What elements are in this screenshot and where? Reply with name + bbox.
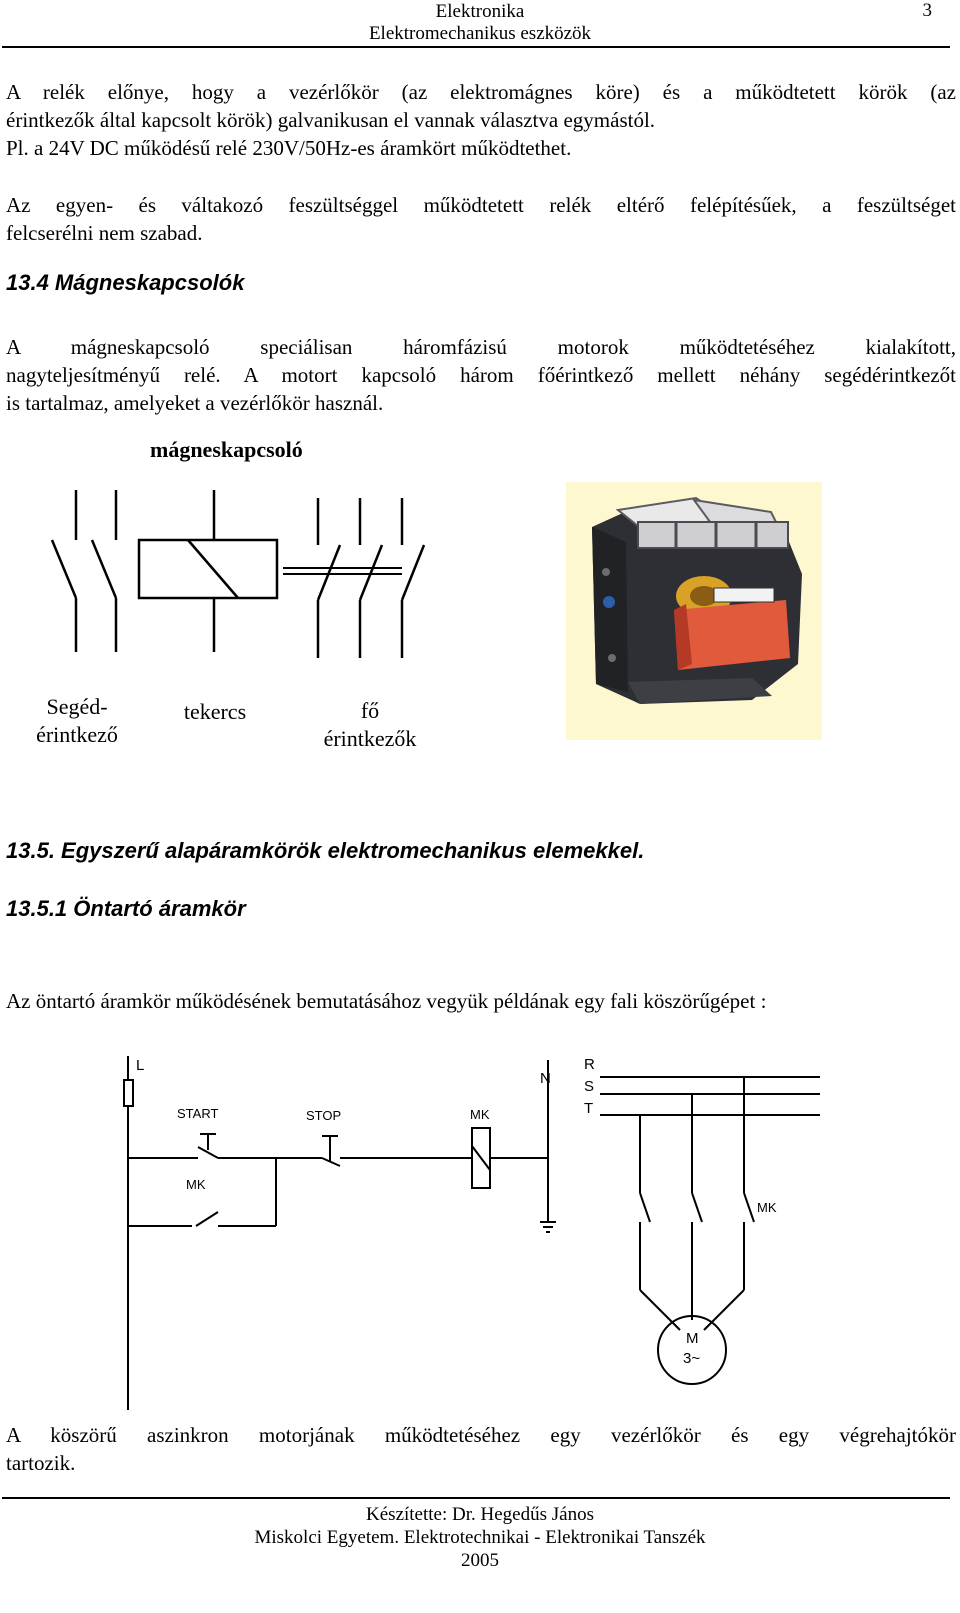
- label-line: fő: [360, 698, 380, 723]
- label-coil: tekercs: [183, 699, 247, 724]
- text-line: érintkezők által kapcsolt körök) galvanikusan el vannak választva egymástól.: [6, 108, 656, 132]
- figure-title: mágneskapcsoló: [150, 437, 303, 462]
- footer-year: 2005: [461, 1550, 499, 1571]
- footer-institution: Miskolci Egyetem. Elektrotechnikai - Elektronikai Tanszék: [254, 1527, 706, 1548]
- text-line: A mágneskapcsoló speciálisan háromfázisú motorok működtetéséhez kialakított,: [6, 335, 956, 359]
- label-mk-aux: MK: [186, 1177, 206, 1192]
- label-N: N: [540, 1070, 551, 1087]
- section-heading-13-5: 13.5. Egyszerű alapáramkörök elektromechanikus elemekkel.: [6, 838, 645, 863]
- paragraph-grinder-motor: [6, 1421, 956, 1477]
- label-motor-phase: 3~: [683, 1350, 701, 1367]
- paragraph-self-holding-intro: Az öntartó áramkör működésének bemutatásához vegyük példának egy fali köszörűgépet :: [6, 989, 767, 1013]
- label-motor: M: [686, 1330, 699, 1347]
- header-subtitle: Elektromechanikus eszközök: [368, 23, 592, 44]
- section-heading-13-5-1: 13.5.1 Öntartó áramkör: [6, 896, 246, 921]
- label-S: S: [584, 1078, 595, 1095]
- label-R: R: [584, 1056, 595, 1073]
- text-line: nagyteljesítményű relé. A motort kapcsoló három főérintkező mellett néhány segédérintkezőt: [6, 363, 956, 387]
- text-line: A köszörű aszinkron motorjának működtetéséhez egy vezérlőkör és egy végrehajtókör: [6, 1423, 956, 1447]
- page-number: 3: [922, 0, 932, 21]
- label-mk-coil: MK: [470, 1107, 490, 1122]
- label-line: Segéd-: [46, 694, 108, 719]
- text-line: felcserélni nem szabad.: [6, 221, 203, 245]
- label-line: érintkező: [36, 722, 118, 747]
- label-stop: STOP: [306, 1108, 342, 1123]
- label-start: START: [177, 1106, 219, 1121]
- text-line: tartozik.: [6, 1451, 76, 1475]
- text-line: is tartalmaz, amelyeket a vezérlőkör használ.: [6, 391, 384, 415]
- text-line: Az egyen- és váltakozó feszültséggel működtetett relék eltérő felépítésűek, a feszültséget: [6, 193, 956, 217]
- text-line: A relék előnye, hogy a vezérlőkör (az elektromágnes köre) és a működtetett körök (az: [6, 80, 956, 104]
- label-L: L: [136, 1057, 145, 1074]
- header-title: Elektronika: [435, 1, 525, 22]
- section-heading-13-4: 13.4 Mágneskapcsolók: [6, 270, 245, 295]
- footer-rule: [2, 1497, 950, 1499]
- footer-author: Készítette: Dr. Hegedűs János: [366, 1504, 594, 1525]
- label-mk-main: MK: [757, 1200, 777, 1215]
- text-line: Pl. a 24V DC működésű relé 230V/50Hz-es áramkört működtethet.: [6, 136, 572, 160]
- label-line: érintkezők: [323, 726, 417, 751]
- label-T: T: [584, 1100, 594, 1117]
